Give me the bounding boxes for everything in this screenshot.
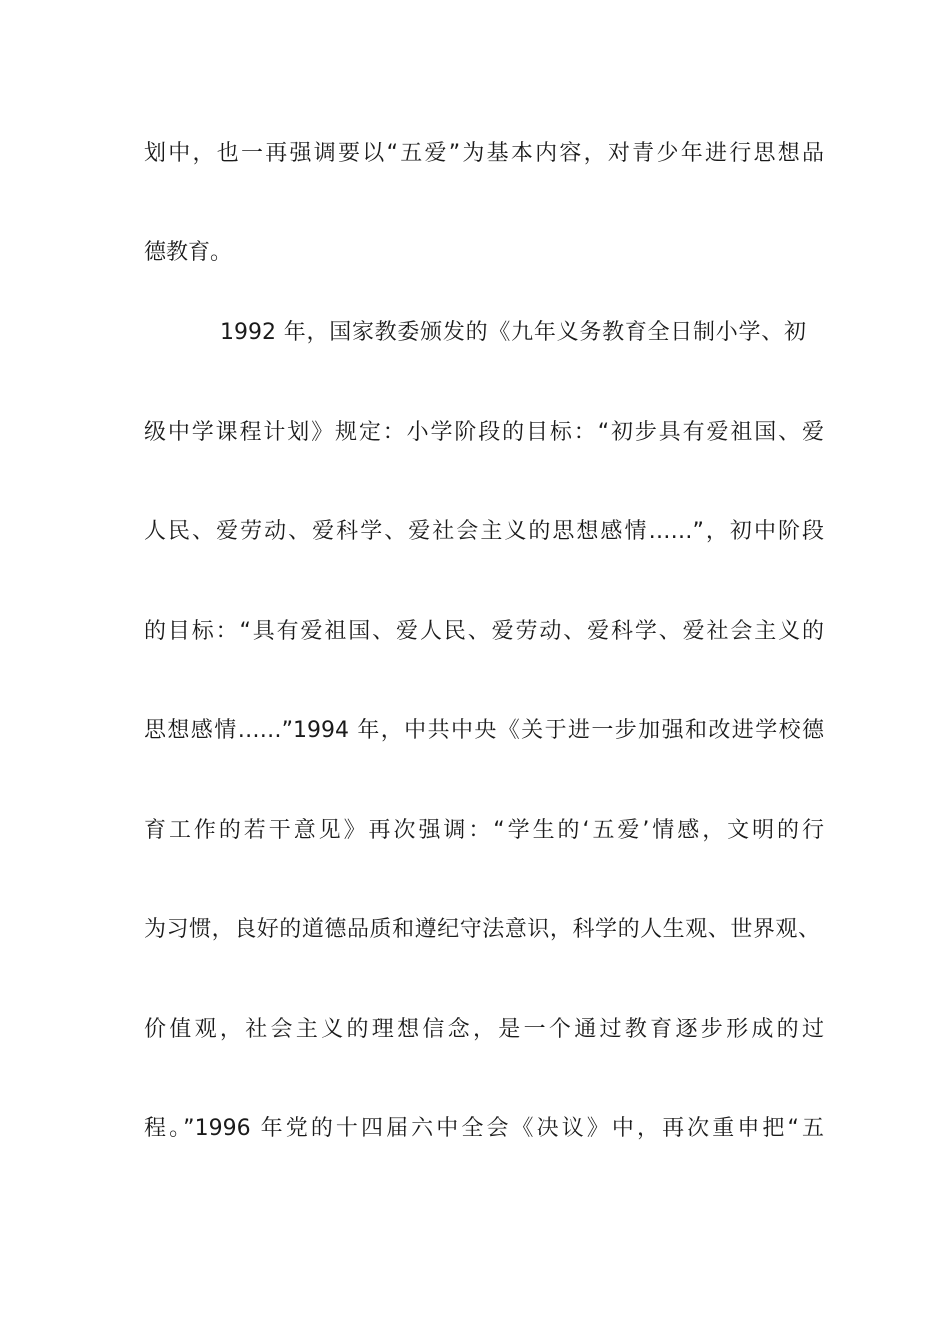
text-line: 德教育。 xyxy=(144,240,233,265)
text-line: 1992 年，国家教委颁发的《九年义务教育全日制小学、初 xyxy=(220,320,806,345)
text-line: 程。”1996 年党的十四届六中全会《决议》中，再次重申把“五 xyxy=(144,1116,824,1141)
text-line: 价值观，社会主义的理想信念，是一个通过教育逐步形成的过 xyxy=(144,1017,824,1042)
text-line: 为习惯，良好的道德品质和遵纪守法意识，科学的人生观、世界观、 xyxy=(144,917,820,942)
text-line: 育工作的若干意见》再次强调：“学生的‘五爱’情感，文明的行 xyxy=(144,818,824,843)
text-line: 级中学课程计划》规定：小学阶段的目标：“初步具有爱祖国、爱 xyxy=(144,420,824,445)
text-line: 划中，也一再强调要以“五爱”为基本内容，对青少年进行思想品 xyxy=(144,141,824,166)
text-line: 思想感情……”1994 年，中共中央《关于进一步加强和改进学校德 xyxy=(144,718,824,743)
text-line: 的目标：“具有爱祖国、爱人民、爱劳动、爱科学、爱社会主义的 xyxy=(144,619,824,644)
text-line: 人民、爱劳动、爱科学、爱社会主义的思想感情……”，初中阶段 xyxy=(144,519,824,544)
